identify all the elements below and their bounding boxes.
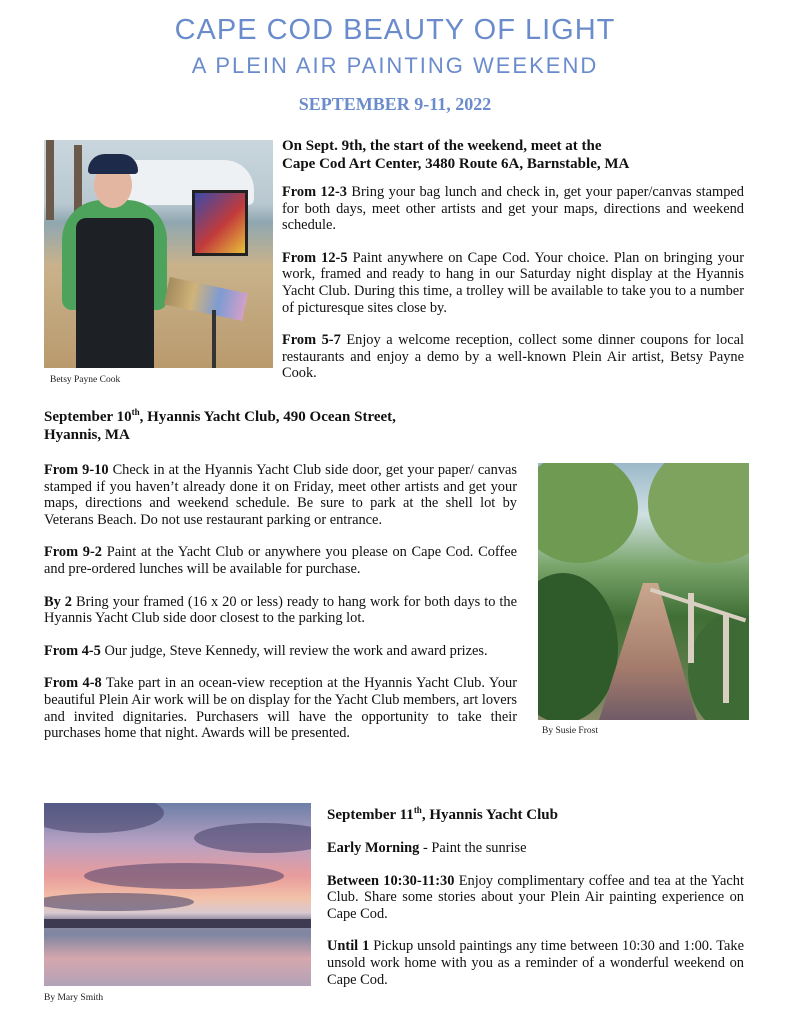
day1-item-time: From 12-3: [282, 184, 347, 200]
day2-item-time: From 9-10: [44, 462, 109, 478]
day3-heading-sup: th: [413, 805, 422, 815]
day2-item-text: Bring your framed (16 x 20 or less) ready to hang work for both days to the Hyannis Yacht Club side door closest to the parking lot.: [44, 593, 517, 627]
day1-item: [282, 184, 744, 234]
day2-item-text: Paint at the Yacht Club or anywhere you please on Cape Cod. Coffee and pre-ordered lunches will be available for purchase.: [44, 544, 517, 577]
day1-section: [282, 137, 744, 382]
day3-item-time: Early Morning: [327, 840, 420, 856]
page-subtitle: A PLEIN AIR PAINTING WEEKEND: [191, 53, 599, 78]
photo-caption-susie: By Susie Frost: [542, 726, 598, 736]
day1-item: [282, 250, 744, 316]
day1-heading-line2: Cape Cod Art Center, 3480 Route 6A, Barnstable, MA: [282, 156, 630, 172]
day3-item: [327, 938, 744, 988]
day2-item: [44, 544, 517, 577]
day2-item: [44, 675, 517, 741]
day2-item: [44, 462, 517, 528]
photo-caption-mary: By Mary Smith: [44, 993, 104, 1003]
day2-item-time: From 9-2: [44, 544, 102, 561]
day1-item: [282, 332, 744, 382]
day3-heading-location: , Hyannis Yacht Club: [421, 807, 558, 823]
day1-item-time: From 12-5: [282, 249, 348, 266]
day2-heading-location: , Hyannis Yacht Club, 490 Ocean Street,: [139, 409, 396, 425]
painting-mary-smith: [44, 803, 311, 986]
day2-item-text: Take part in an ocean-view reception at the Hyannis Yacht Club. Your beautiful Plein Air work will be on display for the Yacht Club members, art lovers and invited dignitaries. Purchasers will have the opportunity to take their purchases home that night. Awards will be presented.: [44, 675, 517, 742]
day2-item-text: Our judge, Steve Kennedy, will review the work and award prizes.: [100, 642, 488, 659]
day1-item-time: From 5-7: [282, 332, 341, 349]
day1-heading-line1: On Sept. 9th, the start of the weekend, meet at the: [282, 138, 602, 154]
day2-heading: [44, 408, 524, 444]
day3-item-text: Enjoy complimentary coffee and tea at the Yacht Club. Share some stories about your Plein Air painting experience on Cape Cod.: [327, 872, 744, 922]
day3-heading-date: September 11: [327, 807, 414, 823]
day2-item-time: From 4-8: [44, 675, 102, 692]
day3-item-text: Pickup unsold paintings any time between 10:30 and 1:00. Take unsold work home with you as a reminder of a wonderful weekend on Cape Cod.: [327, 938, 744, 988]
day3-item: [327, 840, 744, 857]
day2-heading-line2: Hyannis, MA: [44, 427, 130, 443]
day2-heading-date: September 10: [44, 409, 132, 425]
photo-caption-betsy: Betsy Payne Cook: [50, 375, 121, 385]
day1-item-text: Paint anywhere on Cape Cod. Your choice. Plan on bringing your work, framed and ready to hang in our Saturday night display at the Hyannis Yacht Club. During this time, a trolley will be available to take you to a number of picturesque sites close by.: [282, 249, 744, 316]
day1-item-text: Enjoy a welcome reception, collect some dinner coupons for local restaurants and enjoy a demo by a well-known Plein Air artist, Betsy Payne Cook.: [282, 332, 745, 382]
event-dates: SEPTEMBER 9-11, 2022: [298, 94, 492, 114]
day2-item-text: Check in at the Hyannis Yacht Club side door, get your paper/ canvas stamped if you haven’t already done it on Friday, meet other artists and get your maps, directions and weekend schedule. Be sure to park at the shell lot by Veterans Beach. Do not use restaurant parking or entrance.: [44, 462, 517, 528]
day3-item: [327, 873, 744, 923]
page-title: CAPE COD BEAUTY OF LIGHT: [174, 14, 616, 46]
day2-item-time: From 4-5: [44, 642, 101, 659]
day3-item-text: - Paint the sunrise: [419, 840, 527, 856]
photo-betsy-payne-cook: [44, 140, 273, 368]
day3-heading: [327, 806, 744, 824]
day2-item-time: By 2: [44, 593, 72, 610]
day2-heading-sup: th: [131, 407, 140, 417]
day1-heading: [282, 137, 744, 173]
day2-item: [44, 643, 517, 660]
day2-item: [44, 594, 517, 627]
day2-section: [44, 462, 517, 742]
day3-item-time: Until 1: [327, 938, 370, 955]
painting-susie-frost: [538, 463, 749, 720]
day1-item-text: Bring your bag lunch and check in, get your paper/canvas stamped for both days, meet other artists and get your maps, directions and weekend schedule.: [282, 184, 744, 234]
day3-item-time: Between 10:30-11:30: [327, 872, 455, 889]
day3-section: [327, 806, 744, 988]
